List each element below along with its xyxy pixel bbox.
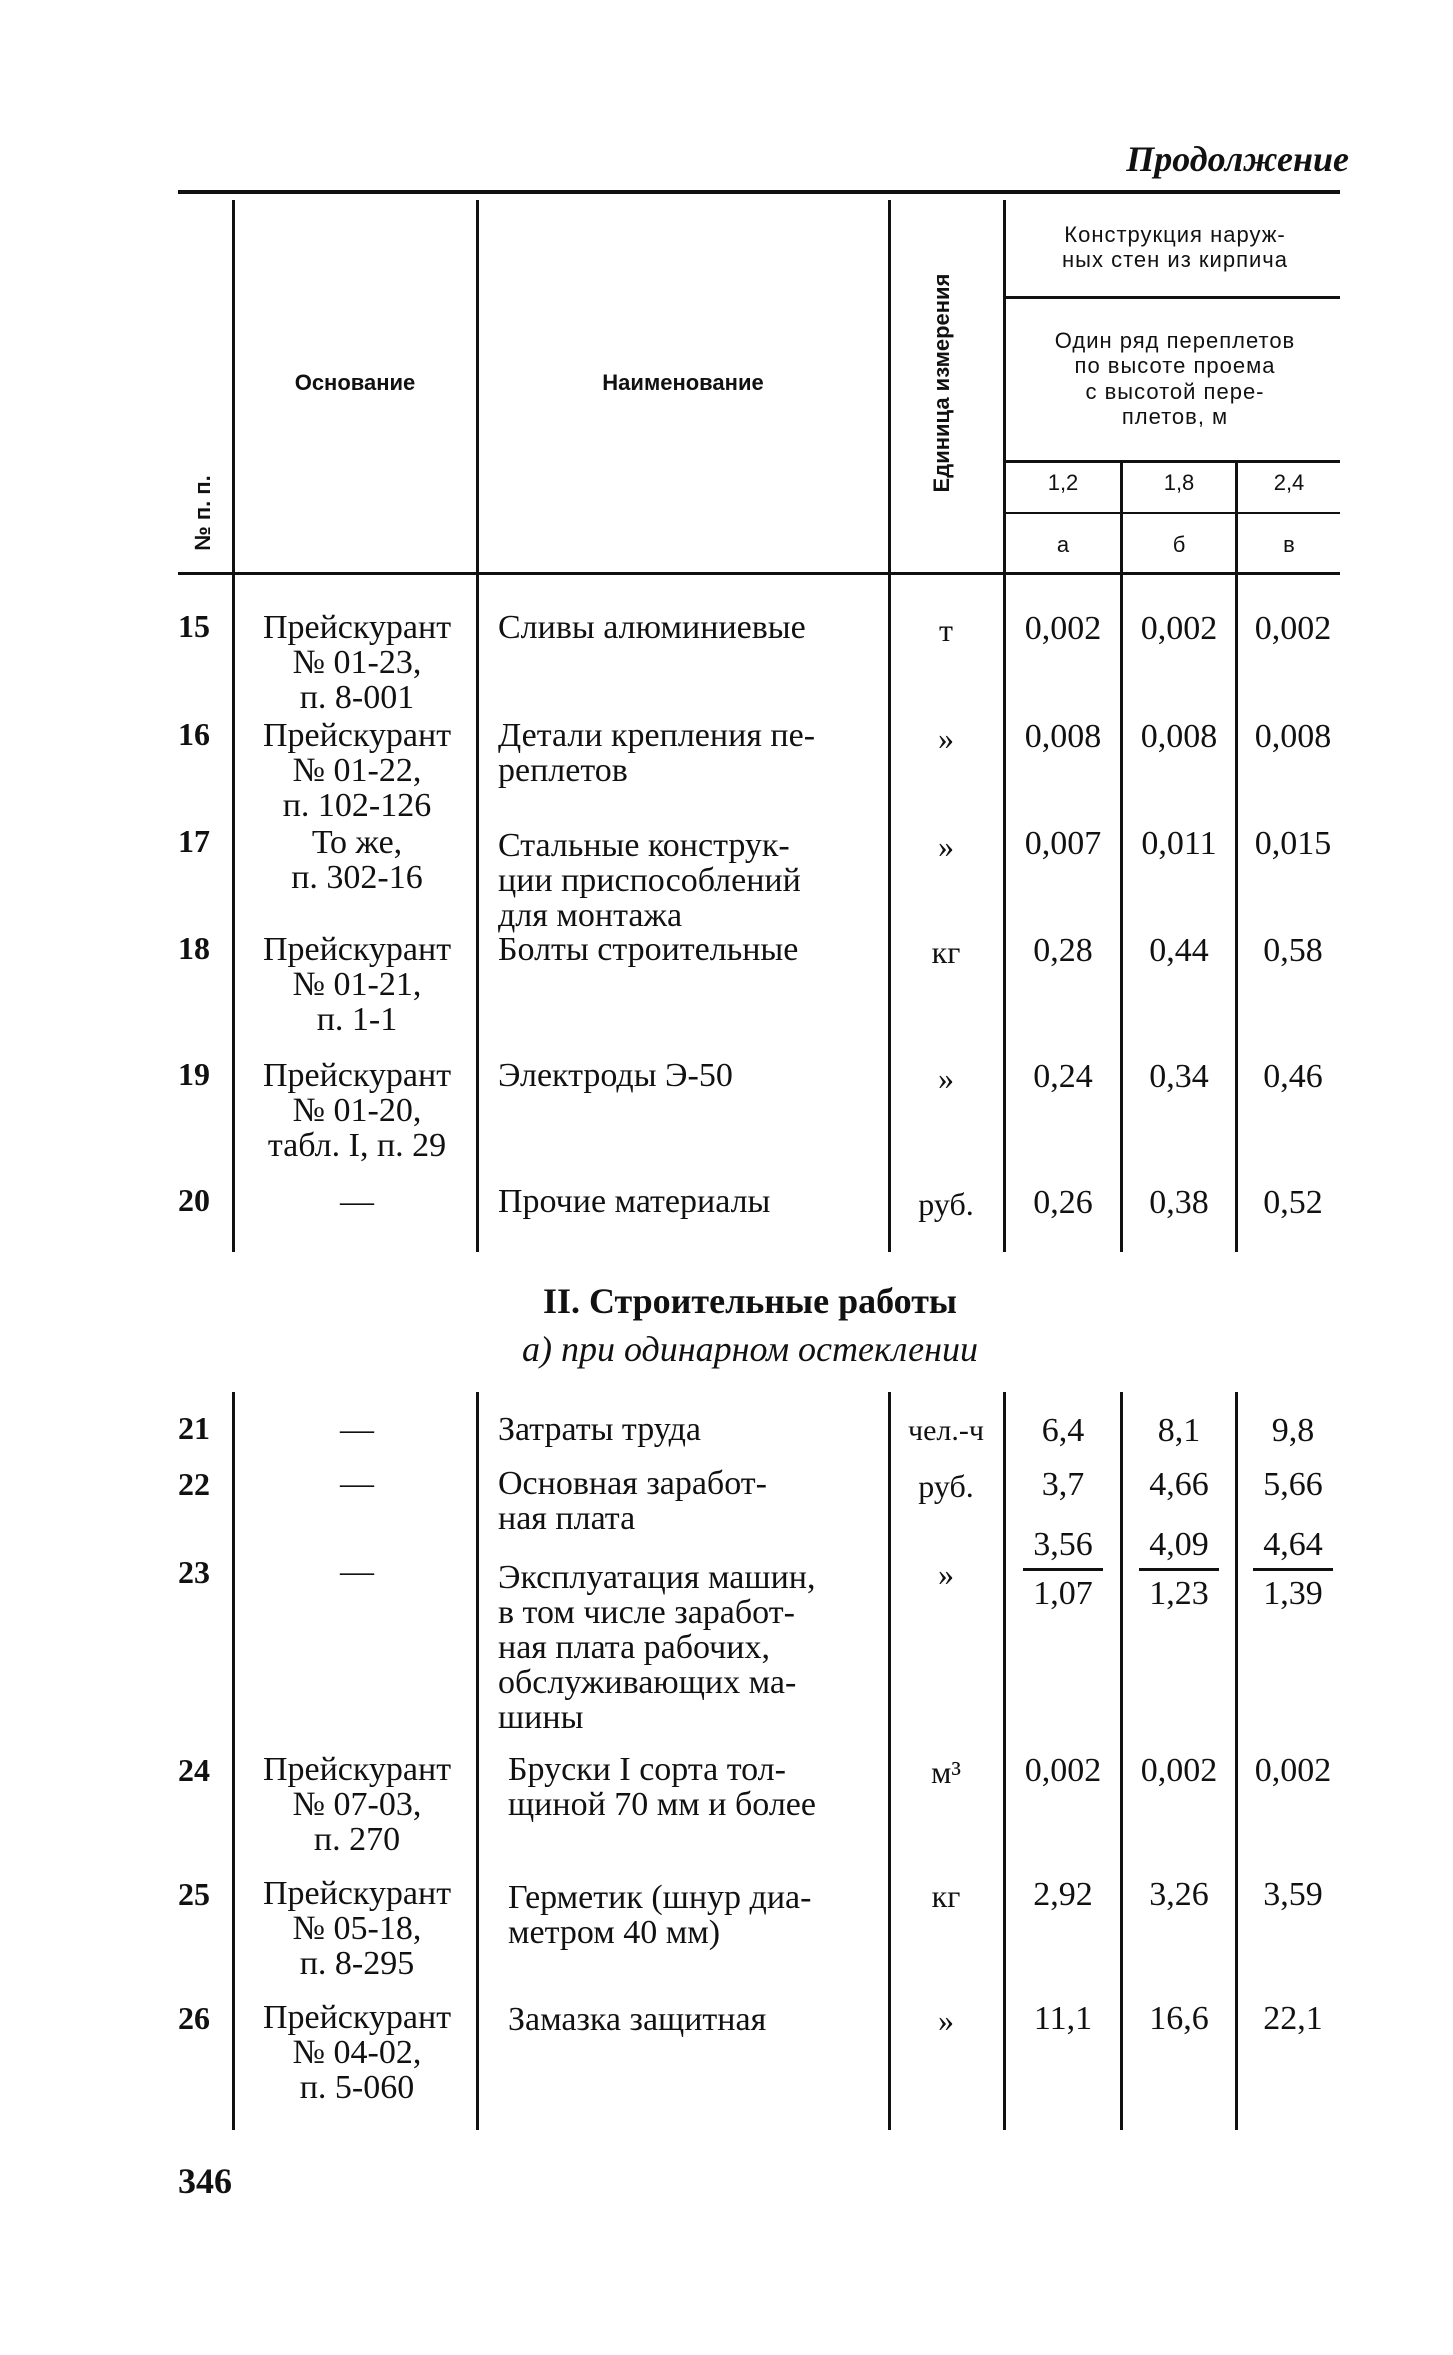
row-value-b: 0,008	[1140, 718, 1218, 755]
row-basis: Прейскурант № 01-21, п. 1-1	[262, 931, 452, 1038]
row-value-b: 3,26	[1149, 1876, 1209, 1913]
fraction-a	[1006, 1526, 1120, 1613]
row-number: 23	[178, 1554, 210, 1590]
row-value-c: 0,002	[1254, 1752, 1332, 1789]
row-value-c: 0,015	[1254, 825, 1332, 862]
col-divider	[888, 1392, 891, 2130]
row-number: 22	[178, 1466, 210, 1502]
row-value-a: 0,26	[1033, 1184, 1093, 1221]
header-height-2: 1,8	[1163, 470, 1195, 495]
row-value-c: 0,002	[1254, 610, 1332, 647]
row-name: Электроды Э-50	[498, 1057, 733, 1094]
row-value-a: 0,002	[1024, 610, 1102, 647]
row-number: 18	[178, 930, 210, 966]
row-value-a: 6,4	[1041, 1412, 1085, 1449]
fraction-bottom: 1,07	[1033, 1575, 1093, 1612]
row-number: 20	[178, 1182, 210, 1218]
row-unit: т	[939, 612, 953, 648]
row-value-c: 0,46	[1263, 1058, 1323, 1095]
header-construction: Конструкция наруж- ных стен из кирпича	[1062, 222, 1288, 273]
row-unit: кг	[931, 1878, 961, 1914]
header-bottom-rule	[178, 572, 1340, 575]
row-basis: Прейскурант № 07-03, п. 270	[262, 1751, 452, 1858]
col-divider	[476, 1392, 479, 2130]
col-divider	[888, 200, 891, 1252]
header-top-rule	[178, 190, 1340, 194]
row-basis: —	[340, 1465, 374, 1502]
row-number: 25	[178, 1876, 210, 1912]
header-height-1: 1,2	[1047, 470, 1079, 495]
row-number: 24	[178, 1752, 210, 1788]
row-value-c: 9,8	[1271, 1412, 1315, 1449]
row-value-a: 0,008	[1024, 718, 1102, 755]
fraction-bottom: 1,23	[1149, 1575, 1209, 1612]
row-unit: кг	[931, 934, 961, 970]
col-divider	[476, 200, 479, 1252]
row-basis: Прейскурант № 04-02, п. 5-060	[262, 1999, 452, 2106]
fraction-top: 4,64	[1263, 1526, 1323, 1563]
header-sub-rule	[1006, 512, 1340, 514]
row-value-b: 0,38	[1149, 1184, 1209, 1221]
fraction-bar	[1139, 1568, 1219, 1571]
row-value-c: 5,66	[1263, 1466, 1323, 1503]
header-height-3: 2,4	[1273, 470, 1305, 495]
section-subtitle: а) при одинарном остеклении	[522, 1329, 978, 1369]
row-value-b: 0,002	[1140, 610, 1218, 647]
row-number: 26	[178, 2000, 210, 2036]
fraction-b	[1123, 1526, 1235, 1613]
row-unit: м³	[931, 1754, 961, 1790]
row-value-c: 0,008	[1254, 718, 1332, 755]
fraction-bottom: 1,39	[1263, 1575, 1323, 1612]
row-basis: Прейскурант № 05-18, п. 8-295	[262, 1875, 452, 1982]
row-unit: руб.	[918, 1468, 974, 1504]
header-letter-a: а	[1056, 532, 1070, 557]
row-number: 21	[178, 1410, 210, 1446]
fraction-bar	[1023, 1568, 1103, 1571]
row-number: 17	[178, 823, 210, 859]
row-number: 19	[178, 1056, 210, 1092]
row-name: Прочие материалы	[498, 1183, 771, 1220]
row-value-c: 3,59	[1263, 1876, 1323, 1913]
row-value-a: 11,1	[1033, 2000, 1093, 2037]
col-divider	[232, 200, 235, 1252]
header-sub-rule	[1006, 296, 1340, 299]
row-value-a: 0,28	[1033, 932, 1093, 969]
row-value-b: 0,34	[1149, 1058, 1209, 1095]
row-unit: »	[938, 1556, 954, 1592]
page-number: 346	[178, 2161, 232, 2201]
row-name: Герметик (шнур диа- метром 40 мм)	[508, 1879, 812, 1951]
row-basis: —	[340, 1183, 374, 1220]
fraction-top: 3,56	[1033, 1526, 1093, 1563]
header-letter-c: в	[1283, 532, 1295, 557]
header-unit: Единица измерения	[929, 273, 954, 493]
header-name: Наименование	[602, 370, 764, 395]
row-value-a: 3,7	[1041, 1466, 1085, 1503]
header-no: № п. п.	[190, 475, 215, 551]
row-name: Замазка защитная	[508, 2001, 767, 2038]
row-value-a: 0,007	[1024, 825, 1102, 862]
header-letter-b: б	[1172, 532, 1186, 557]
row-value-c: 22,1	[1263, 2000, 1323, 2037]
row-value-c: 0,52	[1263, 1184, 1323, 1221]
row-number: 15	[178, 608, 210, 644]
row-value-a: 0,24	[1033, 1058, 1093, 1095]
section-title: II. Строительные работы	[542, 1281, 958, 1321]
header-frames: Один ряд переплетов по высоте проема с высотой пере- плетов, м	[1054, 328, 1296, 429]
row-basis: То же, п. 302-16	[291, 824, 423, 896]
row-unit: »	[938, 1060, 954, 1096]
row-unit: »	[938, 720, 954, 756]
row-name: Бруски I сорта тол- щиной 70 мм и более	[508, 1751, 816, 1823]
row-value-a: 2,92	[1033, 1876, 1093, 1913]
row-value-b: 8,1	[1157, 1412, 1201, 1449]
row-name: Эксплуатация машин, в том числе заработ- ная плата рабочих, обслуживающих ма- шины	[498, 1559, 816, 1736]
fraction-c	[1238, 1526, 1348, 1613]
col-divider	[232, 1392, 235, 2130]
row-unit: »	[938, 828, 954, 864]
row-unit: руб.	[918, 1186, 974, 1222]
row-basis: Прейскурант № 01-22, п. 102-126	[262, 717, 452, 824]
row-value-b: 16,6	[1149, 2000, 1209, 2037]
row-basis: Прейскурант № 01-23, п. 8-001	[262, 609, 452, 716]
row-number: 16	[178, 716, 210, 752]
row-value-b: 4,66	[1149, 1466, 1209, 1503]
row-basis: —	[340, 1553, 374, 1590]
row-value-b: 0,44	[1149, 932, 1209, 969]
row-unit: »	[938, 2002, 954, 2038]
row-name: Затраты труда	[498, 1411, 702, 1448]
fraction-top: 4,09	[1149, 1526, 1209, 1563]
row-name: Основная заработ- ная плата	[498, 1465, 767, 1537]
row-basis: —	[340, 1411, 374, 1448]
header-basis: Основание	[294, 370, 416, 395]
row-unit: чел.-ч	[908, 1414, 984, 1447]
continuation-label: Продолжение	[1126, 139, 1349, 179]
row-name: Детали крепления пе- реплетов	[498, 717, 816, 789]
row-value-c: 0,58	[1263, 932, 1323, 969]
fraction-bar	[1253, 1568, 1333, 1571]
row-name: Сливы алюминиевые	[498, 609, 806, 646]
row-basis: Прейскурант № 01-20, табл. I, п. 29	[262, 1057, 452, 1164]
row-value-b: 0,002	[1140, 1752, 1218, 1789]
row-name: Стальные конструк- ции приспособлений для монтажа	[498, 827, 801, 934]
row-name: Болты строительные	[498, 931, 799, 968]
row-value-a: 0,002	[1024, 1752, 1102, 1789]
row-value-b: 0,011	[1141, 825, 1217, 862]
header-sub-rule	[1006, 460, 1340, 463]
